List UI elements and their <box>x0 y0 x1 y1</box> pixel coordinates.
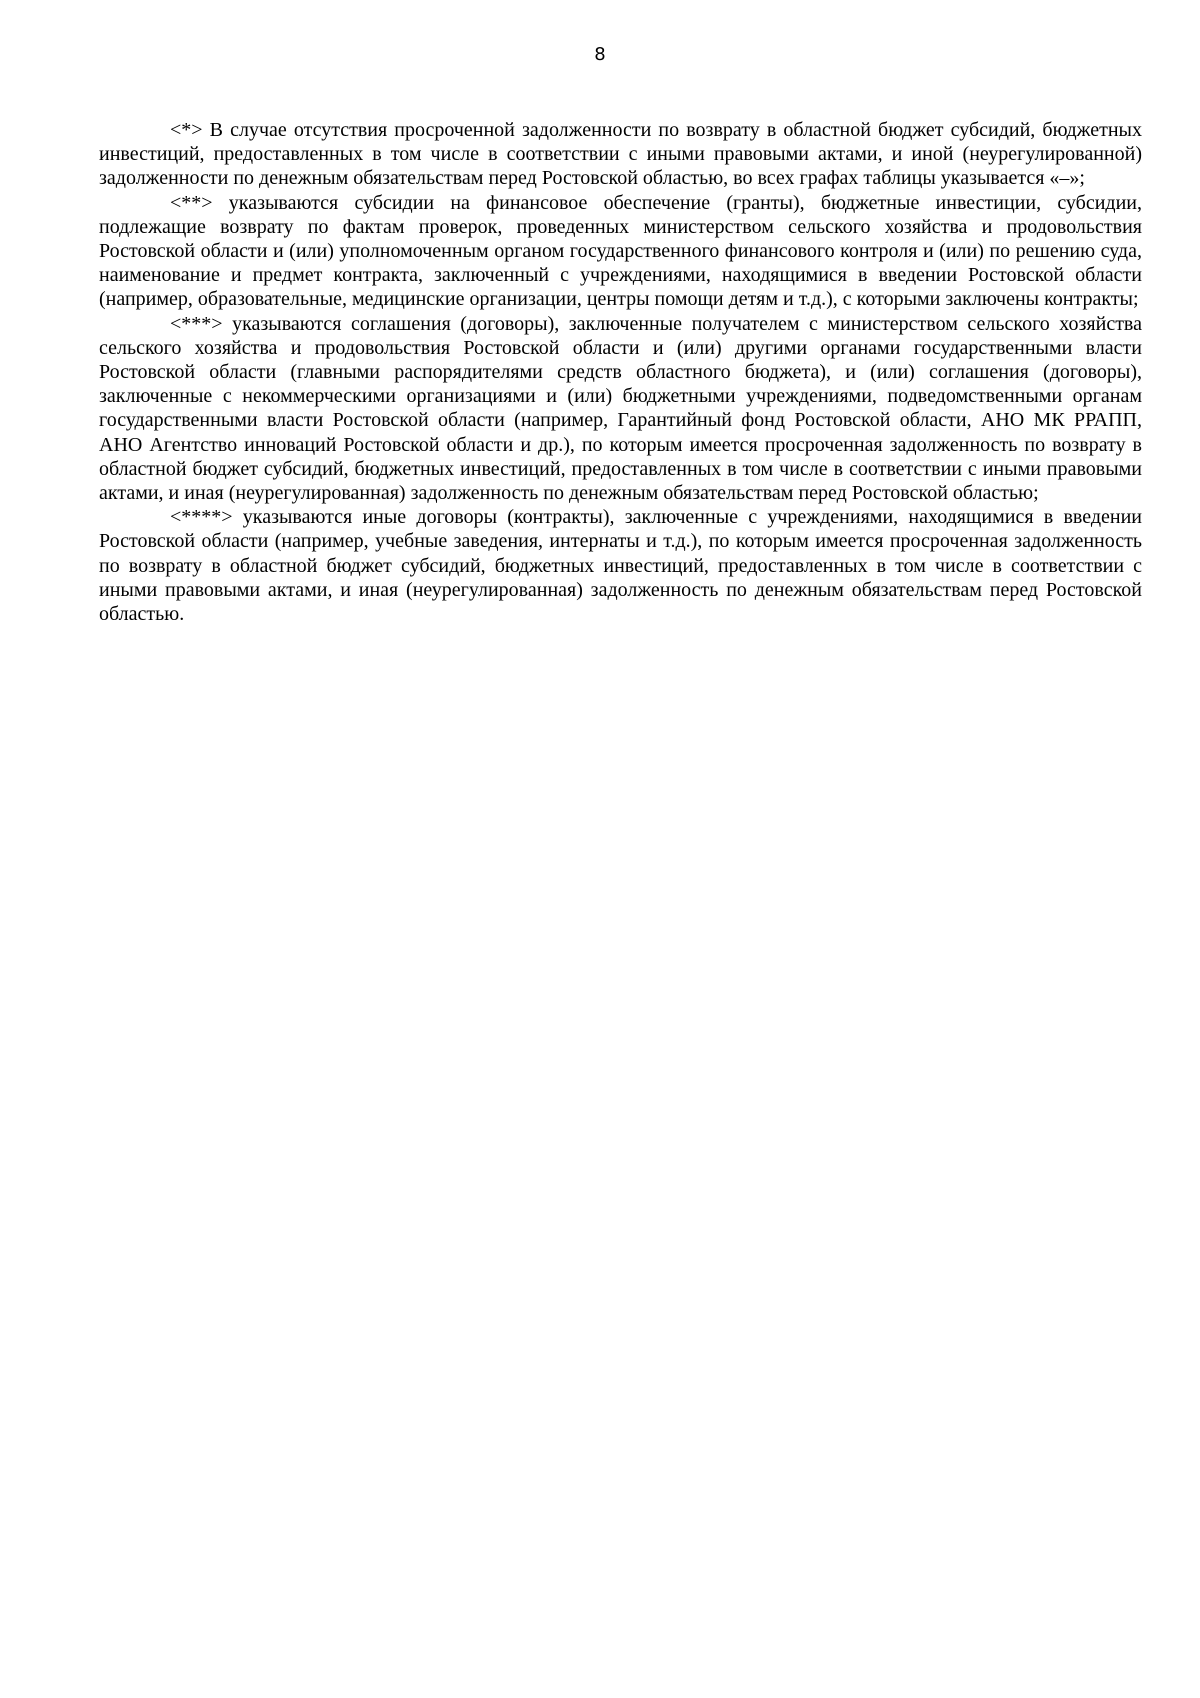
footnote-quadruple-asterisk: <****> указываются иные договоры (контракты), заключенные с учреждениями, находящимися в введении Ростовской области (например, учебные заведения, интернаты и т.д.), по которым имеется просроченная задолженность по возврату в областной бюджет субсидий, бюджетных инвестиций, предоставленных в том числе в соответствии с иными правовыми актами, и иная (неурегулированная) задолженность по денежным обязательствам перед Ростовской областью. <box>99 506 1142 626</box>
footnote-triple-asterisk: <***> указываются соглашения (договоры), заключенные получателем с министерством сельского хозяйства сельского хозяйства и продовольствия Ростовской области и (или) другими органами государственными власти Ростовской области (главными распорядителями средств областного бюджета), и (или) соглашения (договоры), заключенные с некоммерческими организациями и (или) бюджетными учреждениями, подведомственными органам государственными власти Ростовской области (например, Гарантийный фонд Ростовской области, АНО МК РРАПП, АНО Агентство инноваций Ростовской области и др.), по которым имеется просроченная задолженность по возврату в областной бюджет субсидий, бюджетных инвестиций, предоставленных в том числе в соответствии с иными правовыми актами, и иная (неурегулированная) задолженность по денежным обязательствам перед Ростовской областью; <box>99 312 1142 505</box>
footnote-single-asterisk: <*> В случае отсутствия просроченной задолженности по возврату в областной бюджет субсидий, бюджетных инвестиций, предоставленных в том числе в соответствии с иными правовыми актами, и иной (неурегулированной) задолженности по денежным обязательствам перед Ростовской областью, во всех графах таблицы указывается «–»; <box>99 119 1142 190</box>
footnotes-section <box>99 118 1142 626</box>
footnote-double-asterisk: <**> указываются субсидии на финансовое обеспечение (гранты), бюджетные инвестиции, субсидии, подлежащие возврату по фактам проверок, проведенных министерством сельского хозяйства и продовольствия Ростовской области и (или) уполномоченным органом государственного финансового контроля и (или) по решению суда, наименование и предмет контракта, заключенный с учреждениями, находящимися в введении Ростовской области (например, образовательные, медицинские организации, центры помощи детям и т.д.), с которыми заключены контракты; <box>99 191 1142 311</box>
page-number: 8 <box>594 44 606 65</box>
